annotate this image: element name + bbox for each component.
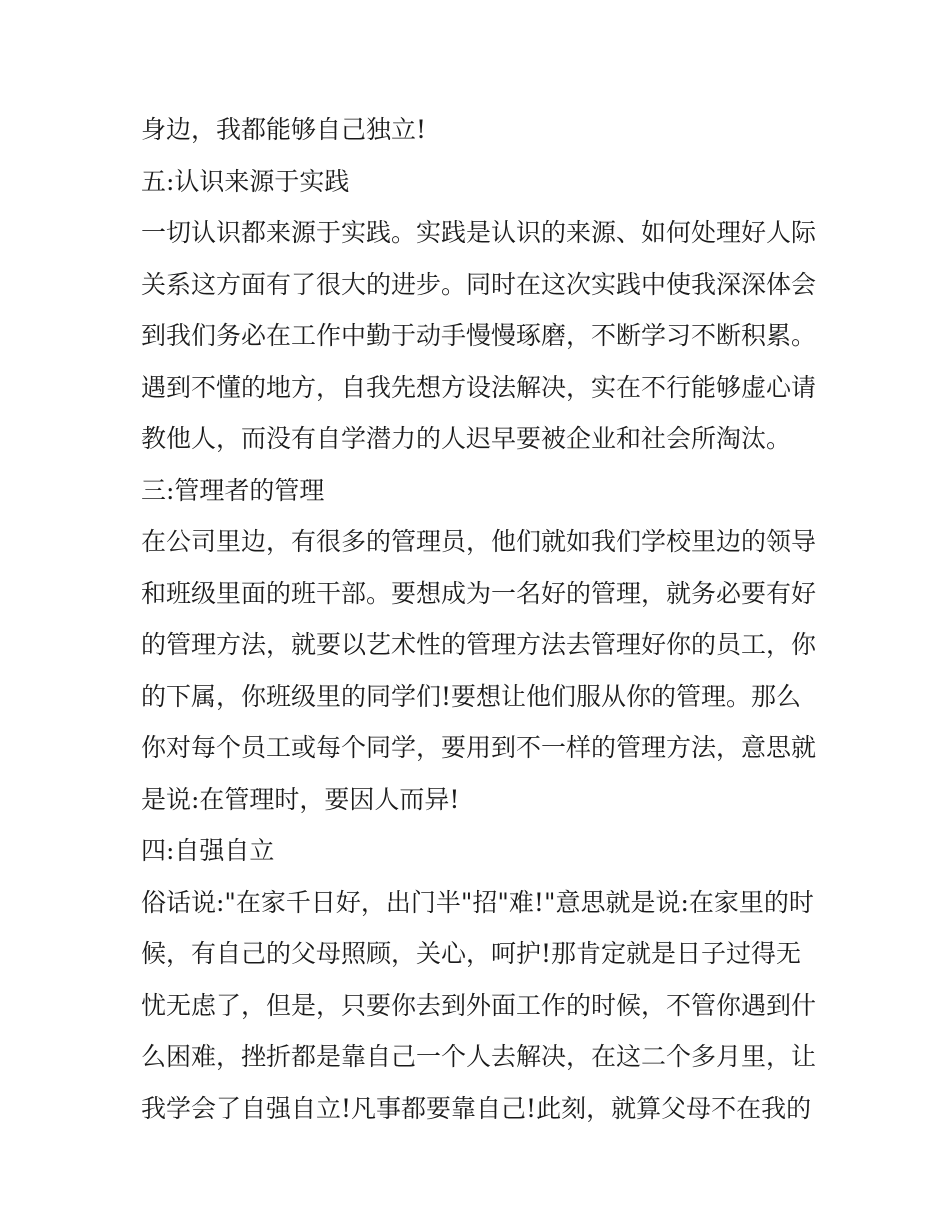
text-line: 你对每个员工或每个同学，要用到不一样的管理方法，意思就 xyxy=(141,733,817,762)
text-line: 一切认识都来源于实践。实践是认识的来源、如何处理好人际 xyxy=(141,218,817,247)
text-line: 俗话说:"在家千日好，出门半"招"难!"意思就是说:在家里的时 xyxy=(141,887,814,917)
text-line: 身边，我都能够自己独立! xyxy=(141,115,427,144)
document-body xyxy=(141,104,821,1134)
text-line: 的管理方法，就要以艺术性的管理方法去管理好你的员工，你 xyxy=(141,630,817,659)
text-line: 到我们务必在工作中勤于动手慢慢琢磨，不断学习不断积累。 xyxy=(141,321,817,350)
text-line: 遇到不懂的地方，自我先想方设法解决，实在不行能够虚心请 xyxy=(141,372,817,402)
text-line: 候，有自己的父母照顾，关心，呵护!那肯定就是日子过得无 xyxy=(141,939,802,968)
text-line: 我学会了自强自立!凡事都要靠自己!此刻，就算父母不在我的 xyxy=(141,1093,812,1123)
text-line: 的下属，你班级里的同学们!要想让他们服从你的管理。那么 xyxy=(141,681,802,711)
text-line: 是说:在管理时，要因人而异! xyxy=(141,784,460,814)
text-line: 忧无虑了，但是，只要你去到外面工作的时候，不管你遇到什 xyxy=(141,990,817,1020)
text-line: 教他人，而没有自学潜力的人迟早要被企业和社会所淘汰。 xyxy=(141,424,792,453)
section-heading: 五:认识来源于实践 xyxy=(141,166,350,196)
section-heading: 三:管理者的管理 xyxy=(141,475,325,505)
text-line: 在公司里边，有很多的管理员，他们就如我们学校里边的领导 xyxy=(141,527,817,556)
section-heading: 四:自强自立 xyxy=(141,836,275,865)
text-line: 么困难，挫折都是靠自己一个人去解决，在这二个多月里，让 xyxy=(141,1042,817,1071)
text-line: 和班级里面的班干部。要想成为一名好的管理，就务必要有好 xyxy=(141,578,817,608)
text-line: 关系这方面有了很大的进步。同时在这次实践中使我深深体会 xyxy=(141,269,817,299)
